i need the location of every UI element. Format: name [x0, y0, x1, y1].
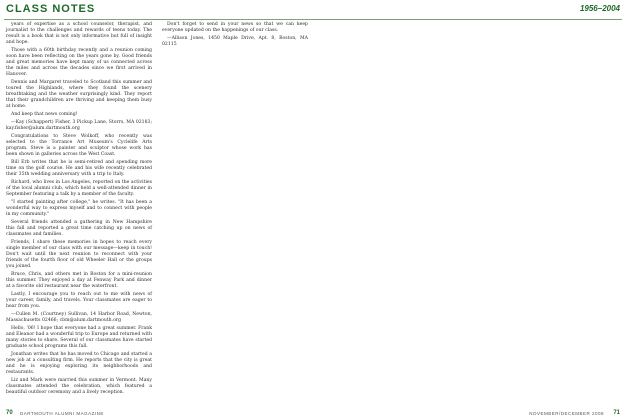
note-paragraph: —Kay (Schappert) Fisher, 3 Pickup Lane, Storrs, MA 02183; kay.fisher@alum.dartmouth.org [6, 120, 152, 131]
note-paragraph: Friends, I share these memories in hopes to reach every single member of our class with our message—keep in touch! Don't wait until the next reunion to reconnect with your friends of the fourth floor of old Wheeler Hall or the groups you joined. [6, 240, 152, 269]
header-rule [4, 19, 622, 20]
note-paragraph: Richard, who lives in Los Angeles, reported on the activities of the local alumni club, which held a well-attended dinner in September featuring a talk by a member of the faculty. [6, 180, 152, 197]
section-title: CLASS NOTES [6, 3, 96, 15]
note-paragraph: Lastly, I encourage you to reach out to me with news of your career, family, and travels. Your classmates are eager to hear from you. [6, 292, 152, 309]
note-paragraph: Bill Erb writes that he is semi-retired and spending more time on the golf course. He and his wife recently celebrated their 35th wedding anniversary with a trip to Italy. [6, 160, 152, 177]
note-paragraph: —Allison Jones, 1450 Maple Drive, Apt. 8, Boston, MA 02115 [162, 36, 308, 47]
note-paragraph: Liz and Mark were married this summer in Vermont. Many classmates attended the celebration, which featured a beautiful outdoor ceremony and a lively reception. [6, 378, 152, 395]
note-paragraph: —Cullen M. (Courtney) Sullivan, 14 Harbor Road, Newton, Massachusetts 02466; cbm@alum.dartmouth.org [6, 312, 152, 323]
note-paragraph: Bruce, Chris, and others met in Boston for a mini-reunion this summer. They enjoyed a day at Fenway Park and dinner at a favorite old restaurant near the waterfront. [6, 272, 152, 289]
class-notes-text [6, 22, 308, 408]
note-paragraph: Several friends attended a gathering in New Hampshire this fall and reported a great time catching up on news of classmates and families. [6, 220, 152, 237]
class-notes-columns [6, 22, 620, 408]
left-page-number: 70 [6, 410, 13, 416]
note-paragraph: Jonathan writes that he has moved to Chicago and started a new job at a consulting firm. He reports that the city is great and he is enjoying exploring its neighborhoods and restaurants. [6, 352, 152, 375]
note-paragraph: Don't forget to send in your news so that we can keep everyone updated on the happenings of our class. [162, 22, 308, 33]
right-page-number: 71 [613, 410, 620, 416]
class-years-range: 1956–2004 [579, 4, 620, 13]
note-paragraph: Those with a 60th birthday recently and a reunion coming soon have been reflecting on the years gone by. Good friends and great memories have kept many of us connected across the miles and across the decades since we first arrived in Hanover. [6, 48, 152, 77]
page-footer [0, 408, 626, 420]
note-paragraph: And keep that news coming! [11, 112, 78, 117]
note-paragraph: years of expertise as a school counselor, therapist, and journalist to the challenges and rewards of teens today. The result is a book that is not only informative but full of insight and hope. [6, 22, 152, 45]
note-paragraph: Hello, '06! I hope that everyone had a great summer. Frank and Eleanor had a wonderful trip to Europe and returned with many stories to share. Several of our classmates have started graduate school programs this fall. [6, 326, 152, 349]
issue-date: NOVEMBER/DECEMBER 2008 [529, 411, 604, 416]
note-paragraph: "I started painting after college," he writes. "It has been a wonderful way to express myself and to connect with people in my community." [6, 200, 152, 217]
note-paragraph: Dennis and Margaret traveled to Scotland this summer and toured the Highlands, where they found the scenery breathtaking and the weather surprisingly kind. They report that their grandchildren are thriving and keeping them busy at home. [6, 80, 152, 109]
note-paragraph: Congratulations to Steve Wolkoff, who recently was selected to the Torrance Art Museum's Cyclelife Arts program. Steve is a painter and sculptor whose work has been shown in galleries across the West Coast. [6, 134, 152, 157]
magazine-name: DARTMOUTH ALUMNI MAGAZINE [20, 411, 104, 416]
page-header [0, 0, 626, 20]
